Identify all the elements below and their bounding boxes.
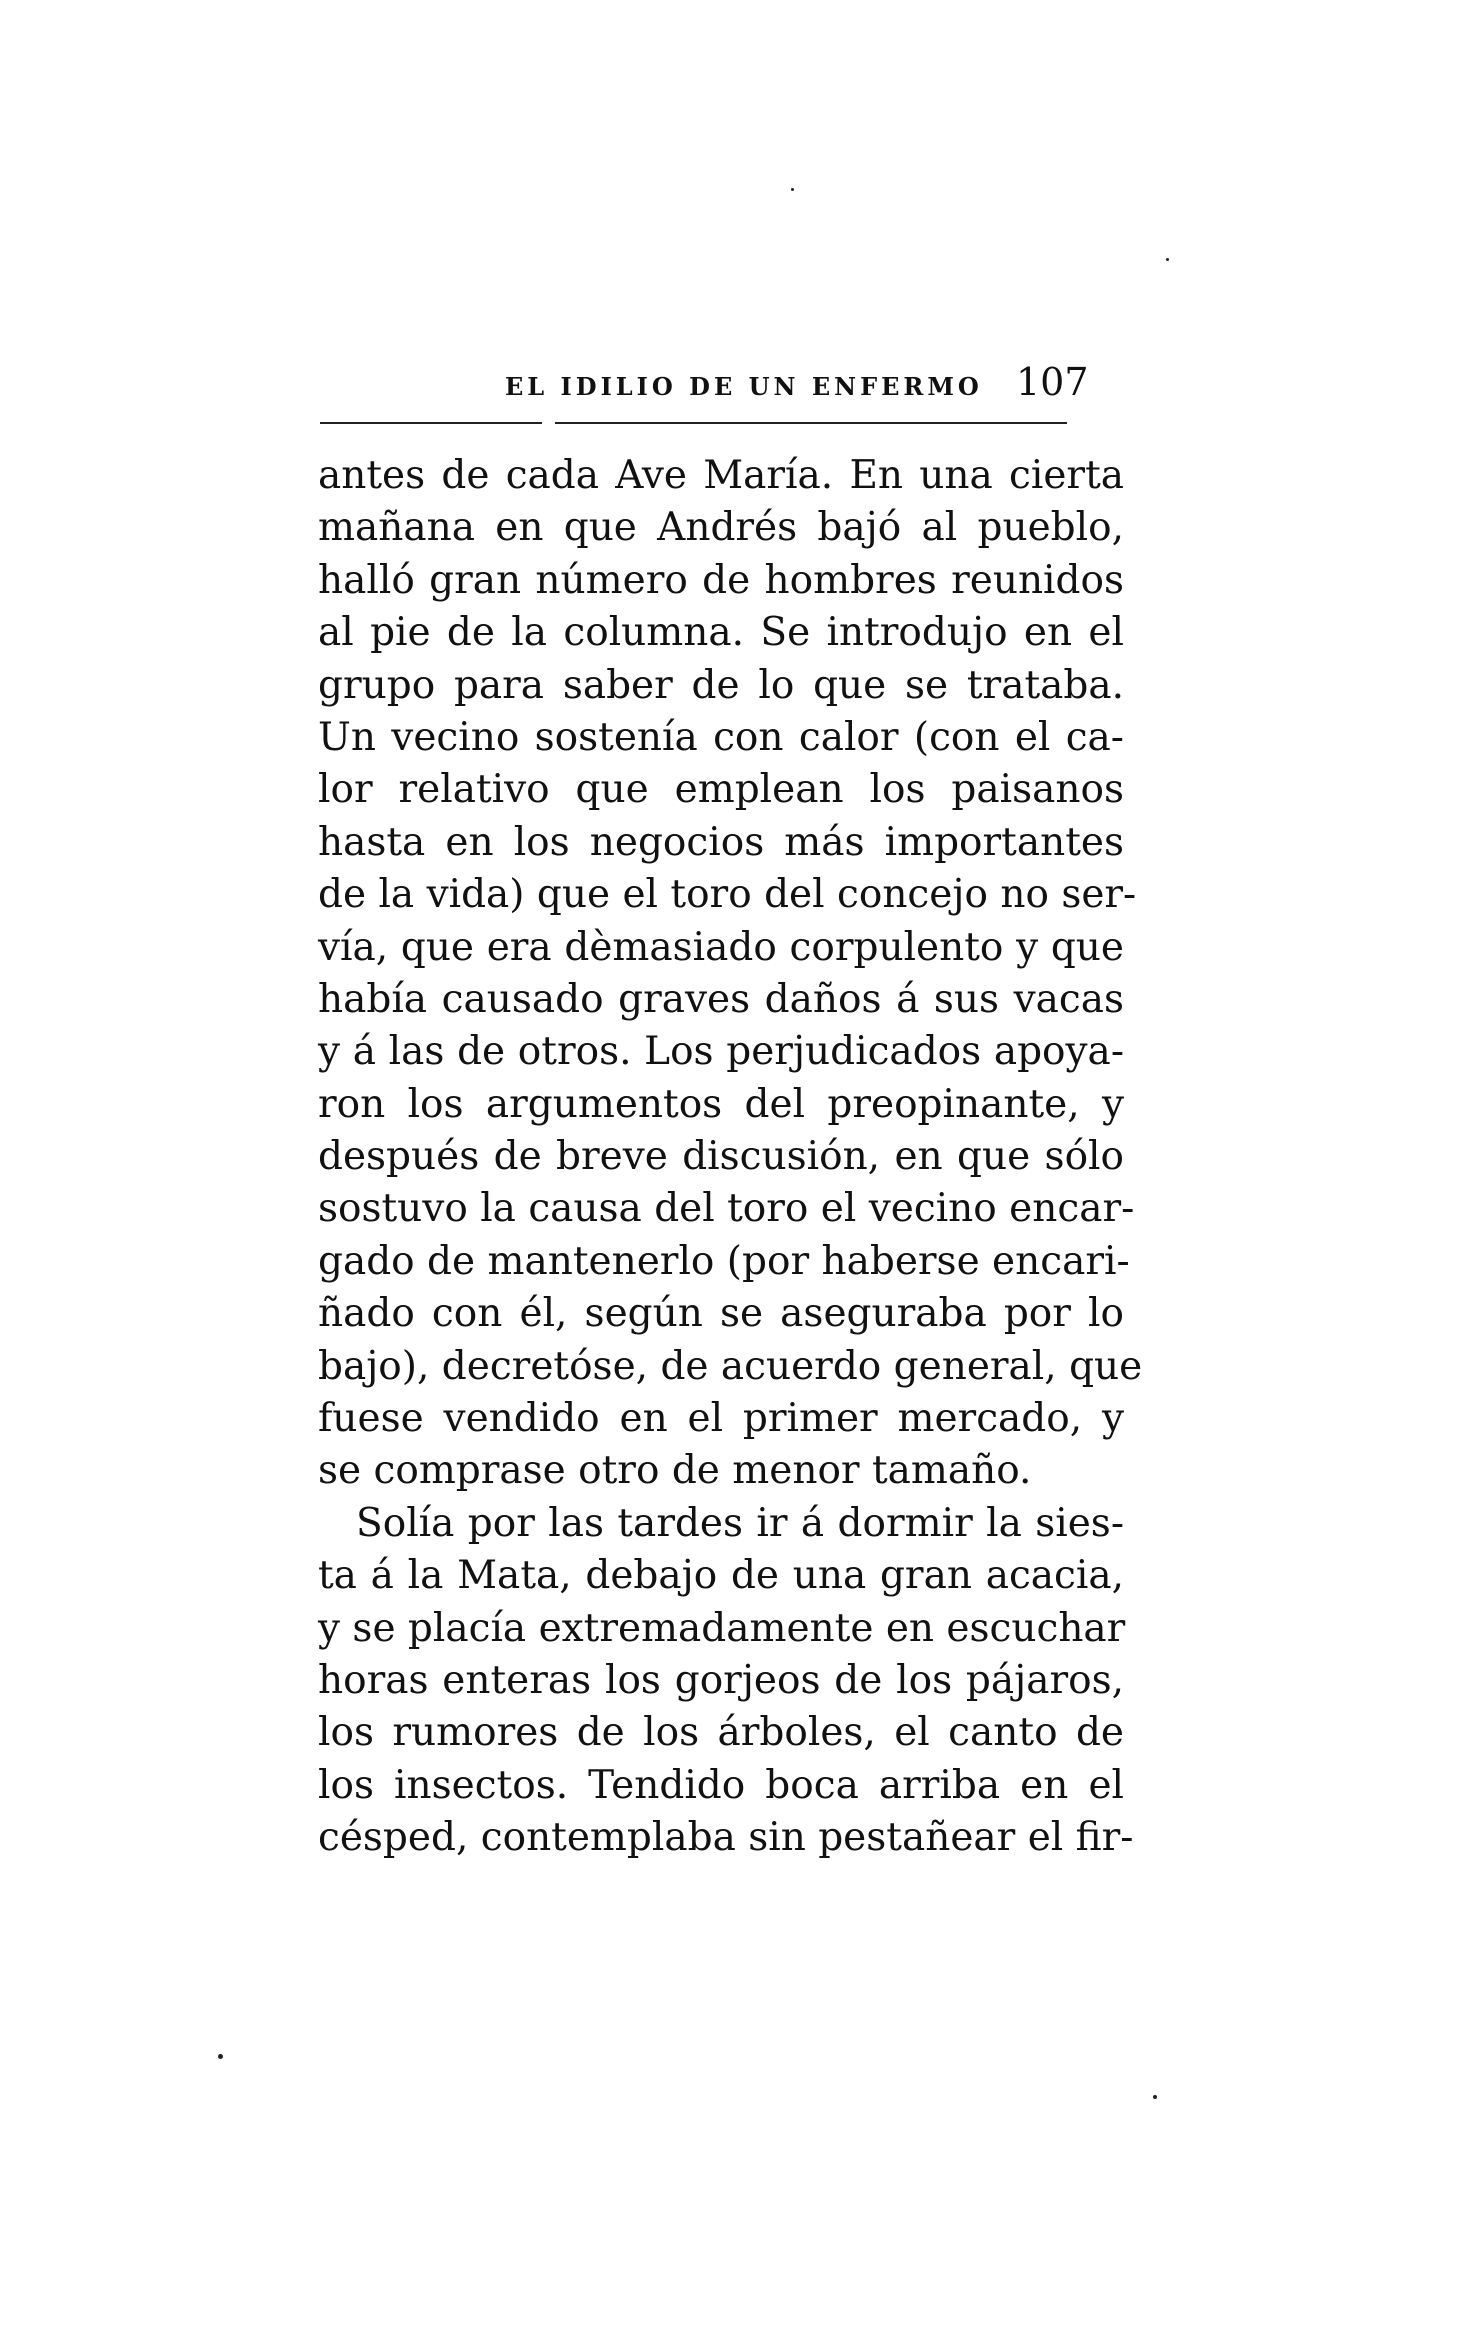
text-line: ta á la Mata, debajo de una gran acacia, — [318, 1553, 1124, 1599]
text-line: césped, contemplaba sin pestañear el fir- — [318, 1815, 1134, 1861]
text-line: antes de cada Ave María. En una cierta — [318, 453, 1124, 498]
header-rule-left — [320, 422, 542, 424]
text-line: después de breve discusión, en que sólo — [318, 1134, 1124, 1180]
body-text — [318, 450, 1143, 1865]
text-line: vía, que era dèmasiado corpulento y que — [318, 924, 1124, 970]
text-line: lor relativo que emplean los paisanos — [318, 767, 1124, 813]
text-line: Un vecino sostenía con calor (con el ca- — [318, 714, 1124, 760]
header-rule-right — [555, 422, 1067, 424]
text-line: ron los argumentos del preopinante, y — [318, 1081, 1124, 1127]
text-line: gado de mantenerlo (por haberse encari- — [318, 1238, 1130, 1284]
text-line: ñado con él, según se aseguraba por lo — [318, 1291, 1124, 1337]
print-speck — [791, 188, 794, 191]
text-line: y á las de otros. Los perjudicados apoya- — [318, 1029, 1124, 1075]
text-line: Solía por las tardes ir á dormir la sies- — [356, 1500, 1124, 1546]
text-line: los insectos. Tendido boca arriba en el — [318, 1762, 1124, 1808]
text-line: y se placía extremadamente en escuchar — [318, 1605, 1126, 1651]
text-line: hasta en los negocios más importantes — [318, 819, 1124, 865]
text-line: grupo para saber de lo que se trataba. — [318, 662, 1124, 708]
text-line: los rumores de los árboles, el canto de — [318, 1710, 1124, 1756]
print-speck — [218, 2054, 223, 2059]
paragraph-1 — [318, 450, 1143, 1498]
running-title: EL IDILIO DE UN ENFERMO — [505, 372, 983, 401]
text-line: sostuvo la causa del toro el vecino encar- — [318, 1186, 1135, 1232]
text-line: mañana en que Andrés bajó al pueblo, — [318, 505, 1124, 551]
text-line: bajo), decretóse, de acuerdo general, que — [318, 1343, 1143, 1389]
text-line: se comprase otro de menor tamaño. — [318, 1448, 1032, 1494]
text-line: fuese vendido en el primer mercado, y — [318, 1396, 1124, 1442]
text-line: había causado graves daños á sus vacas — [318, 976, 1124, 1022]
page-number: 107 — [1016, 360, 1089, 404]
paragraph-2 — [318, 1498, 1134, 1865]
text-line: de la vida) que el toro del concejo no ser- — [318, 872, 1137, 918]
print-speck — [1166, 258, 1169, 261]
text-line: horas enteras los gorjeos de los pájaros, — [318, 1657, 1124, 1703]
text-line: halló gran número de hombres reunidos — [318, 557, 1124, 603]
page-header — [320, 360, 1120, 420]
print-speck — [1153, 2095, 1157, 2099]
text-line: al pie de la columna. Se introdujo en el — [318, 610, 1124, 656]
